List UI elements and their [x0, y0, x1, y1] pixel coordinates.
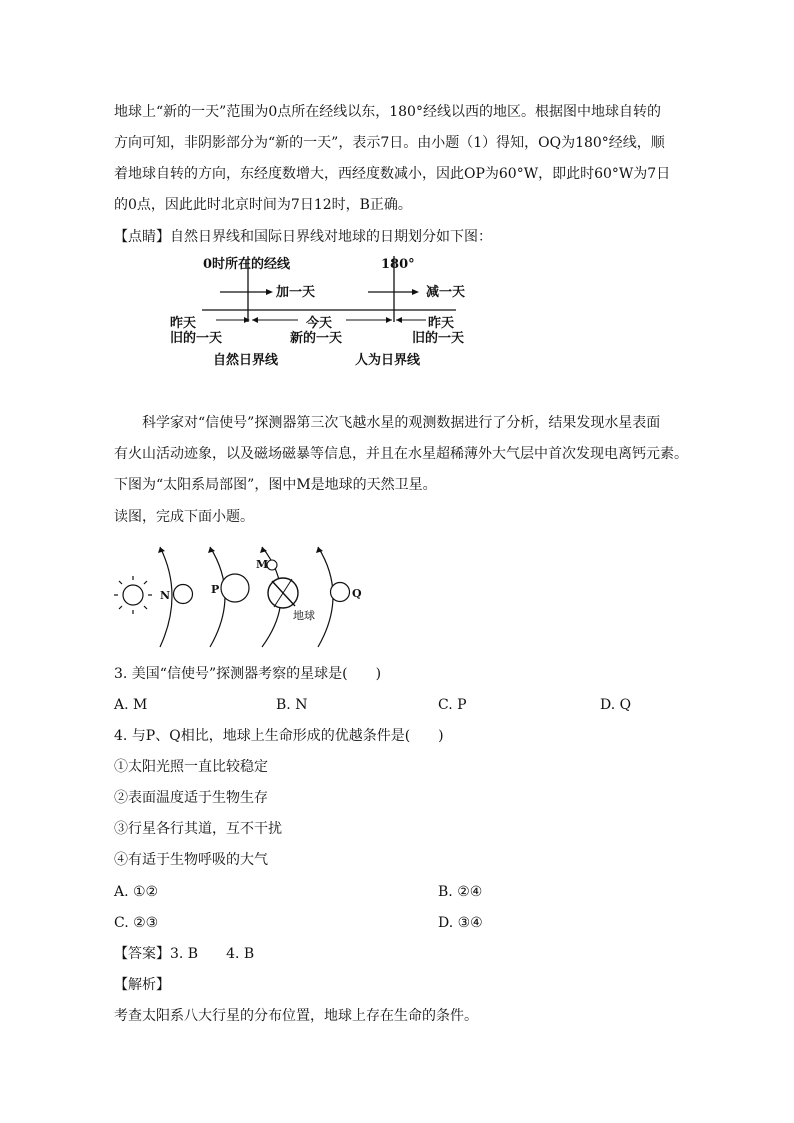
paragraph-line: 有火山活动迹象，以及磁场磁暴等信息，并且在水星超稀薄外大气层中首次发现电离钙元素。: [114, 446, 688, 462]
paragraph-line: 读图，完成下面小题。: [114, 509, 254, 525]
question-3-stem: 3. 美国“信使号”探测器考察的星球是( ): [114, 666, 382, 682]
paragraph-line: 着地球自转的方向，东经度数增大，西经度数减小，因此OP为60°W，即此时60°W为7日: [114, 166, 671, 182]
q4-option-d[interactable]: D. ③④: [438, 915, 483, 931]
natural-date-line-label: 自然日界线: [213, 353, 279, 368]
planet-p: [221, 574, 249, 602]
answer-line: 【答案】3. B 4. B: [114, 946, 255, 962]
analysis-text: 考查太阳系八大行星的分布位置，地球上存在生命的条件。: [114, 1008, 478, 1024]
q3-option-b[interactable]: B. N: [276, 697, 308, 713]
q4-option-c[interactable]: C. ②③: [114, 915, 159, 931]
planet-n: [174, 585, 193, 604]
q4-option-b[interactable]: B. ②④: [438, 884, 483, 900]
paragraph-line: 下图为“太阳系局部图”，图中M是地球的天然卫星。: [114, 477, 437, 493]
minus-day-label: 减一天: [426, 285, 466, 300]
q4-option-a[interactable]: A. ①②: [114, 884, 159, 900]
new-day-label: 新的一天: [290, 331, 343, 346]
sun-icon: [114, 576, 152, 614]
solar-system-figure: [112, 543, 372, 653]
planet-q: [331, 583, 350, 602]
paragraph-line: 科学家对“信使号”探测器第三次飞越水星的观测数据进行了分析，结果发现水星表面: [142, 415, 661, 431]
satellite-m: [267, 560, 277, 570]
q3-option-a[interactable]: A. M: [114, 697, 148, 713]
q4-item: ③行星各行其道，互不干扰: [114, 821, 282, 837]
old-day-left-label: 旧的一天: [170, 331, 223, 346]
paragraph-line: 地球上“新的一天”范围为0点所在经线以东，180°经线以西的地区。根据图中地球自转的: [114, 104, 661, 120]
label-n: N: [160, 589, 171, 602]
today-label: 今天: [306, 316, 333, 331]
meridian-180-label: 180°: [381, 257, 415, 272]
paragraph-line: 方向可知，非阴影部分为“新的一天”，表示7日。由小题（1）得知，OQ为180°经线，顺: [114, 135, 665, 151]
label-m: M: [256, 558, 269, 571]
tip-heading: 【点睛】自然日界线和国际日界线对地球的日期划分如下图：: [114, 229, 492, 245]
add-day-label: 加一天: [276, 285, 316, 300]
label-earth: 地球: [293, 609, 315, 622]
zero-hour-meridian-label: 0时所在的经线: [203, 257, 291, 272]
yesterday-right-label: 昨天: [428, 316, 455, 331]
orbit-q: [318, 547, 333, 647]
q4-item: ②表面温度适于生物生存: [114, 790, 268, 806]
paragraph-line: 的0点，因此此时北京时间为7日12时，B正确。: [114, 197, 412, 213]
label-q: Q: [352, 587, 362, 600]
artificial-date-line-label: 人为日界线: [355, 353, 421, 368]
yesterday-left-label: 昨天: [170, 316, 197, 331]
q4-item: ④有适于生物呼吸的大气: [114, 852, 268, 868]
q3-option-d[interactable]: D. Q: [600, 697, 632, 713]
analysis-heading: 【解析】: [114, 977, 170, 993]
q3-option-c[interactable]: C. P: [438, 697, 467, 713]
old-day-right-label: 旧的一天: [412, 331, 465, 346]
label-p: P: [211, 583, 220, 596]
q4-item: ①太阳光照一直比较稳定: [114, 759, 268, 775]
question-4-stem: 4. 与P、Q相比，地球上生命形成的优越条件是( ): [114, 728, 444, 744]
